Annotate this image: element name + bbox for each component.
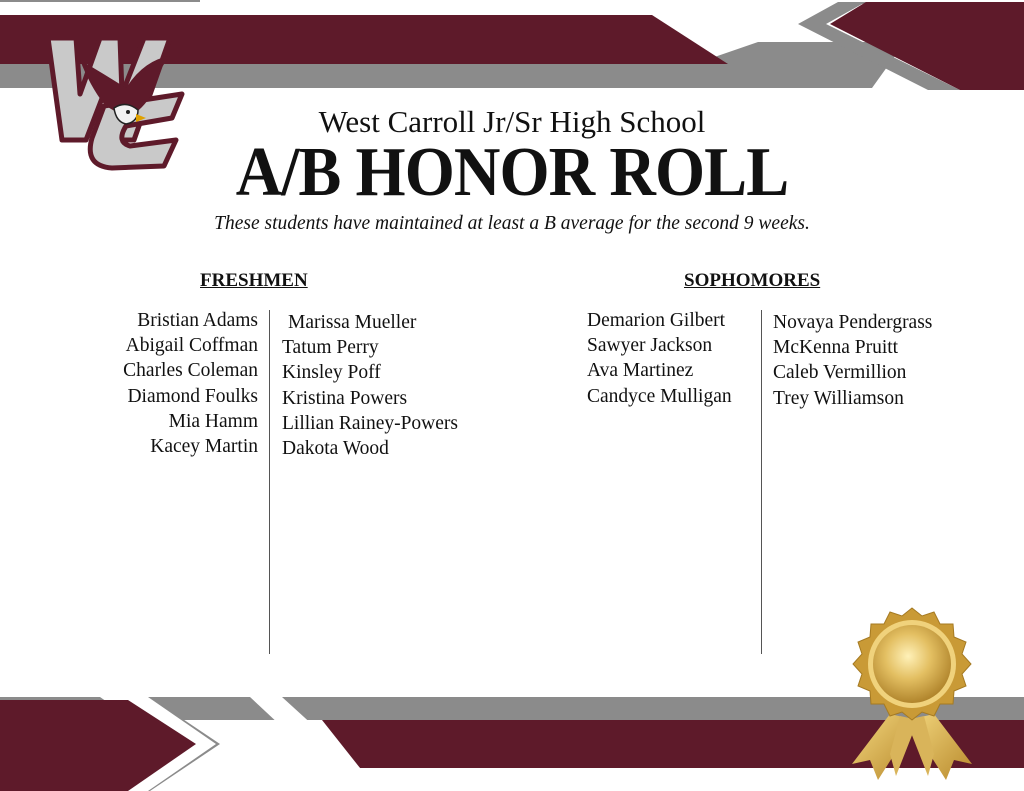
freshmen-list-right [282, 310, 458, 461]
student-name: Caleb Vermillion [773, 362, 907, 384]
freshmen-divider [269, 310, 270, 654]
student-name: Marissa Mueller [288, 312, 417, 333]
sophomores-heading: SOPHOMORES [684, 270, 821, 291]
honor-roll-subtitle: These students have maintained at least a B average for the second 9 weeks. [214, 213, 810, 234]
student-name: Abigail Coffman [125, 335, 258, 357]
student-name: Kacey Martin [150, 436, 258, 458]
sophomores-list-right [773, 310, 932, 411]
student-name: Candyce Mulligan [587, 385, 732, 407]
student-name: Bristian Adams [137, 310, 258, 331]
school-name: West Carroll Jr/Sr High School [318, 104, 706, 139]
student-name: McKenna Pruitt [773, 337, 899, 359]
student-name: Sawyer Jackson [587, 335, 713, 357]
student-name: Charles Coleman [123, 360, 258, 382]
student-name: Diamond Foulks [127, 385, 258, 407]
freshmen-heading: FRESHMEN [200, 270, 308, 291]
sophomores-divider [761, 310, 762, 654]
student-name: Lillian Rainey-Powers [282, 412, 459, 434]
student-name: Trey Williamson [773, 387, 904, 409]
student-name: Kinsley Poff [282, 362, 381, 384]
ribbon-tails [852, 714, 972, 780]
gold-seal-icon [838, 604, 986, 786]
sophomores-list-left [587, 308, 732, 409]
seal-face [873, 625, 951, 703]
freshmen-list-left [90, 308, 258, 459]
honor-roll-title: A/B HONOR ROLL [235, 134, 789, 211]
student-name: Novaya Pendergrass [773, 312, 933, 333]
student-name: Demarion Gilbert [587, 310, 726, 331]
student-name: Tatum Perry [282, 337, 379, 359]
student-name: Dakota Wood [282, 438, 389, 460]
top-thin-line [0, 0, 200, 2]
student-name: Mia Hamm [168, 410, 258, 432]
student-name: Kristina Powers [282, 387, 408, 409]
student-name: Ava Martinez [587, 360, 694, 382]
